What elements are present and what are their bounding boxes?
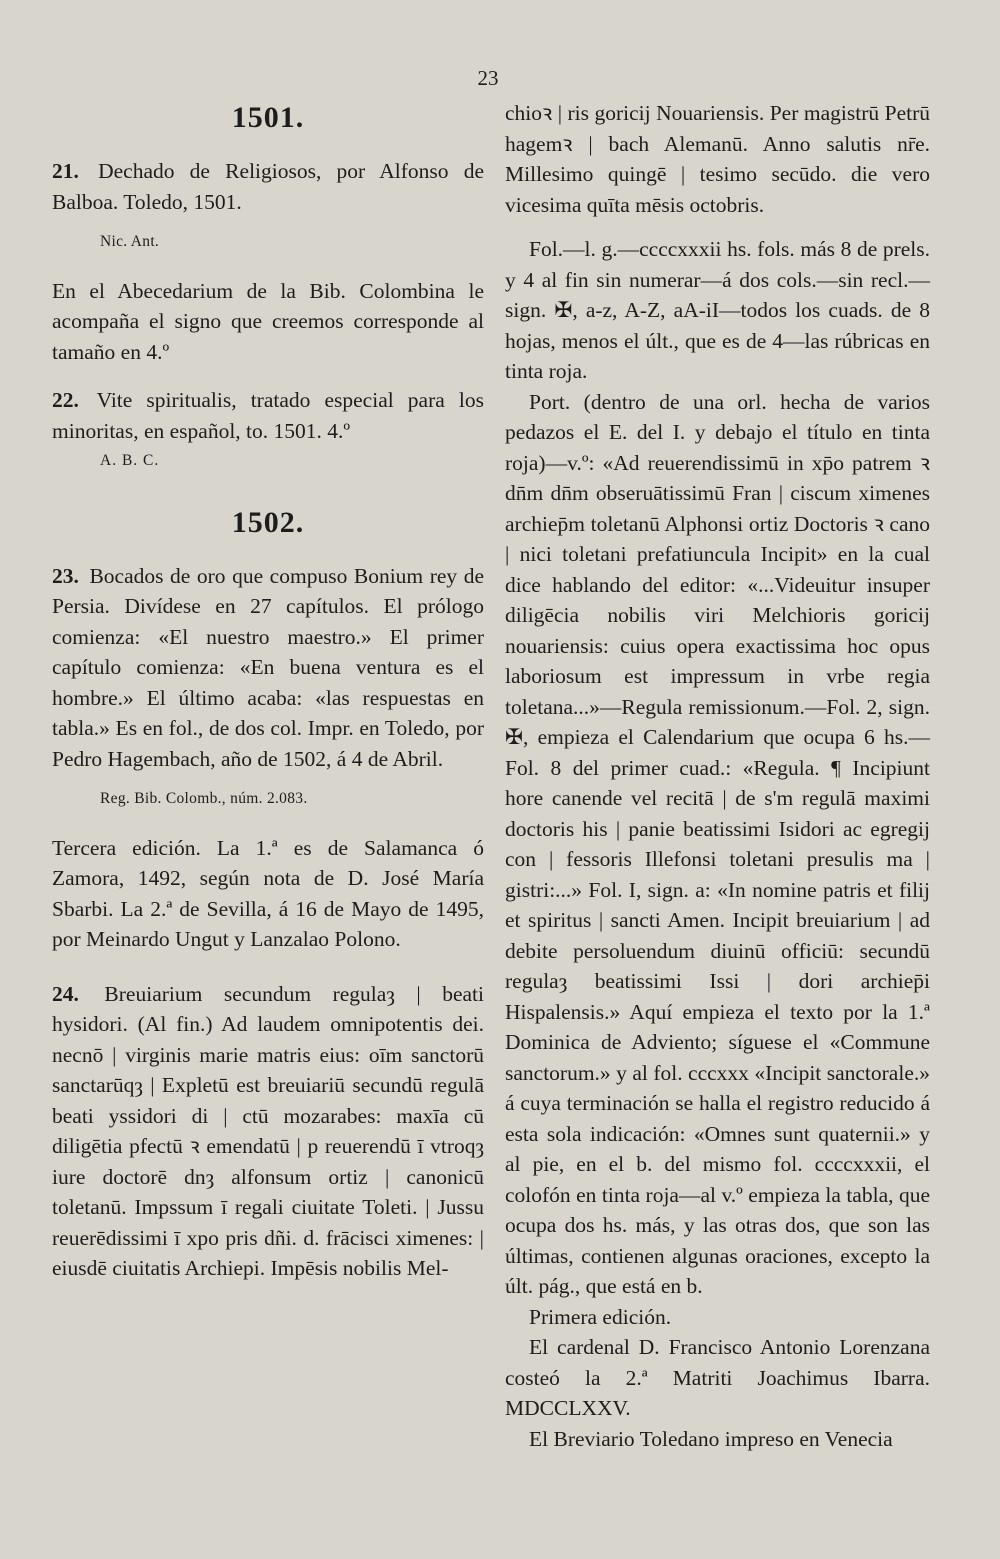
entry-text: Bocados de oro que compuso Bonium rey de Persia. Divídese en 27 capítulos. El prólogo comienza: «El nuestro maestro.» El primer capítulo comienza: «En buena ventura es el hombre.» El último acaba: «las respuestas en tabla.» Es en fol., de dos col. Impr. en Toledo, por Pedro Hagembach, año de 1502, á 4 de Abril. — [52, 563, 485, 771]
page-number: 23 — [477, 66, 499, 90]
entry-text: Vite spiritualis, tratado especial para los minoritas, en español, to. 1501. 4.º — [52, 388, 484, 443]
note: En el Abecedarium de la Bib. Colombina le acompaña el signo que creemos corresponde al tamaño en 4.º — [52, 278, 484, 364]
entry-22 — [52, 385, 484, 446]
note: Tercera edición. La 1.ª es de Salamanca ó Zamora, 1492, según nota de D. José María Sbarbi. La 2.ª de Sevilla, á 16 de Mayo de 1495, por Meinardo Ungut y Lanzalao Polono. — [52, 835, 484, 951]
entry-number: 24. — [52, 981, 79, 1006]
colophon-continuation: chioꝛ | ris goricij Nouariensis. Per magistrū Petrū hagemꝛ | bach Alemanū. Anno salutis nr̄e. Millesimo quingē | tesimo secūdo. die vero vicesima quīta mēsis octobris. — [505, 101, 930, 217]
edition-note: Primera edición. — [529, 1304, 672, 1329]
reference: Reg. Bib. Colomb., núm. 2.083. — [100, 790, 308, 807]
second-edition-note: El cardenal D. Francisco Antonio Lorenzana costeó la 2.ª Matriti Joachimus Ibarra. MDCCLXXV. — [505, 1335, 930, 1420]
venice-note: El Breviario Toledano impreso en Venecia — [529, 1426, 893, 1451]
entry-number: 23. — [52, 563, 79, 588]
entry-21 — [52, 156, 484, 217]
entry-23 — [52, 561, 484, 775]
entry-text: Breuiarium secundum regulaȝ | beati hysidori. (Al fin.) Ad laudem omnipotentis dei. necnō | virginis marie matris eius: oīm sanctorū sanctarūqȝ | Expletū est breuiariū secundū regulā beati yssidori di | ctū mozarabes: maxīa cū diligētia pfectū ꝛ emendatū | p reuerendū ī vtroqȝ iure doctorē dnȝ alfonsum ortiz | canonicū toletanū. Impssum ī regali ciuitate Toleti. | Jussu reuerēdissimi ī xpo pris dñi. d. frācisci ximenes: | eiusdē ciuitatis Archiepi. Impēsis nobilis Mel- — [52, 981, 484, 1280]
physical-description: Fol.—l. g.—ccccxxxii hs. fols. más 8 de prels. y 4 al fin sin numerar—á dos cols.—sin recl.—sign. ✠, a-z, A-Z, aA-iI—todos los cuads. de 8 hojas, menos el últ., que es de 4—las rúbricas en tinta roja. — [505, 237, 930, 383]
contents-description: Port. (dentro de una orl. hecha de varios pedazos el E. del I. y debajo el título en tinta roja)—v.º: «Ad reuerendissimū in xp̄o patrem ꝛ dn̄m dn̄m obseruātissimū Fran | ciscum ximenes archiep̄m toletanū Alphonsi ortiz Doctoris ꝛ cano | nici toletani prefatiuncula Incipit» en la cual dice hablando del editor: «...Videuitur insuper diligēcia nobilis viri Melchioris goricij nouariensis: cuius opera exactissima hoc opus laboriosum est impressum in vrbe regia toletana...»—Regula remissionum.—Fol. 2, sign. ✠, empieza el Calendarium que ocupa 6 hs.—Fol. 8 del primer cuad.: «Regula. ¶ Incipiunt hore canende vel recitā | de s'm regulā maximi doctoris his | panie beatissimi Isidori ac egregij con | fessoris Illefonsi toletani presulis ma | gistri:...» Fol. I, sign. a: «In nomine patris et filij et spiritus | sancti Amen. Incipit breuiarium | ad debite persoluendum diuinū officiū: secundū regulaȝ beatissimi Issi | dori archiep̄i Hispalensis.» Aquí empieza el texto por la 1.ª Dominica de Adviento; síguese el «Commune sanctorum.» y al fol. cccxxx «Incipit sanctorale.» á cuya terminación se halla el registro reducido á esta sola indicación: «Omnes sunt quaternii.» y al pie, en el b. del mismo fol. ccccxxxii, el colofón en tinta roja—al v.º empieza la tabla, que ocupa dos hs. más, y las otras dos, que son las últimas, contienen algunas oraciones, excepto la últ. pág., que está en b. — [505, 389, 930, 1298]
year-heading-1501: 1501. — [231, 101, 305, 134]
left-column — [52, 98, 484, 1284]
year-heading-1502: 1502. — [231, 505, 305, 539]
entry-number: 22. — [52, 388, 79, 412]
entry-number: 21. — [52, 159, 79, 183]
entry-text: Dechado de Religiosos, por Alfonso de Balboa. Toledo, 1501. — [52, 159, 484, 214]
right-column — [505, 98, 930, 1454]
entry-24 — [52, 979, 484, 1284]
reference: Nic. Ant. — [100, 233, 160, 250]
reference: A. B. C. — [100, 452, 160, 469]
